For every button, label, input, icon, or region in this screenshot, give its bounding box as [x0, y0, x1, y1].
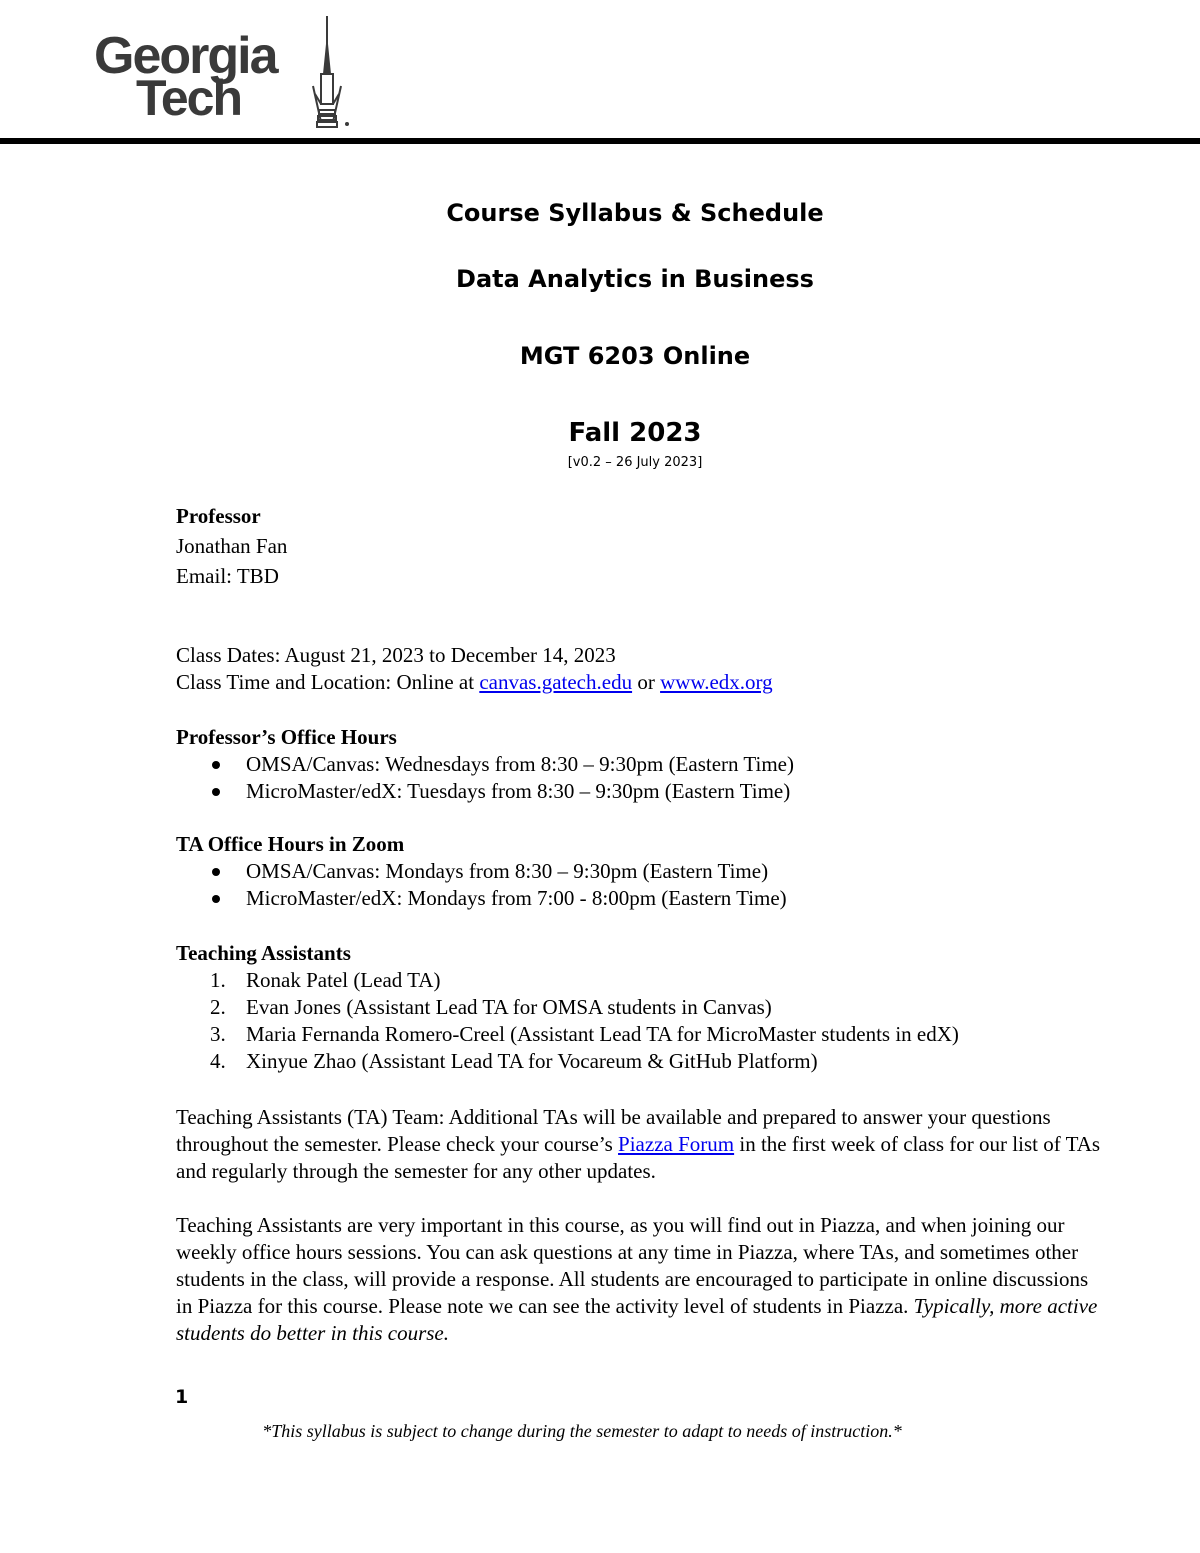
class-location — [176, 669, 1106, 696]
course-code: MGT 6203 Online — [519, 342, 751, 370]
class-location-or: or — [632, 670, 661, 694]
bullet-icon — [212, 788, 220, 796]
ta-importance-paragraph — [176, 1212, 1106, 1347]
list-item — [176, 1048, 1106, 1075]
ta-office-hours — [176, 831, 1106, 912]
list-item — [176, 994, 1106, 1021]
list-item — [176, 885, 1106, 912]
tech-tower-icon — [310, 14, 360, 130]
ta-hours-heading: TA Office Hours in Zoom — [176, 832, 405, 856]
class-location-prefix: Class Time and Location: Online at — [176, 670, 480, 694]
ta-team-paragraph — [176, 1104, 1106, 1185]
list-number: 3. — [210, 1022, 226, 1046]
teaching-assistants — [176, 940, 1106, 1075]
header-rule — [0, 138, 1200, 144]
edx-link[interactable]: www.edx.org — [660, 670, 773, 694]
list-item — [176, 858, 1106, 885]
list-item-text: OMSA/Canvas: Wednesdays from 8:30 – 9:30pm (Eastern Time) — [246, 752, 794, 776]
paragraph1-text: Teaching Assistants (TA) Team: Additional TAs will be available and prepared to answer your questions throughout the semester. Please check your course’s — [176, 1105, 1051, 1156]
bullet-icon — [212, 895, 220, 903]
georgia-tech-logo — [92, 14, 362, 130]
course-name: Data Analytics in Business — [456, 265, 814, 293]
logo-line2: Tech — [136, 70, 241, 126]
paragraph1-text-end: in the first week of class for our list of TAs and regularly through the semester for any other updates. — [176, 1132, 1101, 1183]
logo-line1: Georgia — [94, 27, 277, 85]
list-item-text: MicroMaster/edX: Tuesdays from 8:30 – 9:30pm (Eastern Time) — [246, 779, 791, 803]
list-number: 4. — [210, 1049, 226, 1073]
professor-office-hours — [176, 724, 1106, 805]
list-item-text: Ronak Patel (Lead TA) — [246, 968, 441, 992]
bullet-icon — [212, 761, 220, 769]
document-title: Course Syllabus & Schedule — [446, 199, 824, 227]
piazza-forum-link[interactable]: Piazza Forum — [618, 1132, 735, 1156]
list-item — [176, 967, 1106, 994]
list-item — [176, 778, 1106, 805]
professor-email: Email: TBD — [176, 564, 279, 588]
list-item — [176, 1021, 1106, 1048]
list-number: 1. — [210, 968, 226, 992]
footer-note: *This syllabus is subject to change during the semester to adapt to needs of instruction.* — [262, 1421, 902, 1441]
list-item — [176, 751, 1106, 778]
page-number: 1 — [175, 1386, 189, 1408]
ta-heading: Teaching Assistants — [176, 941, 351, 965]
list-item-text: Maria Fernanda Romero-Creel (Assistant Lead TA for MicroMaster students in edX) — [246, 1022, 959, 1046]
list-item-text: MicroMaster/edX: Mondays from 7:00 - 8:00pm (Eastern Time) — [246, 886, 787, 910]
class-info — [176, 642, 1106, 696]
class-dates: Class Dates: August 21, 2023 to December 14, 2023 — [176, 643, 616, 667]
professor-heading: Professor — [176, 504, 261, 528]
professor-name: Jonathan Fan — [176, 534, 288, 558]
term: Fall 2023 — [568, 418, 702, 448]
canvas-link[interactable]: canvas.gatech.edu — [479, 670, 633, 694]
list-item-text: OMSA/Canvas: Mondays from 8:30 – 9:30pm (Eastern Time) — [246, 859, 769, 883]
paragraph2-emphasis: Typically, more active students do better in this course. — [176, 1294, 1098, 1345]
paragraph2-text: Teaching Assistants are very important in this course, as you will find out in Piazza, and when joining our weekly office hours sessions. You can ask questions at any time in Piazza, where TAs, and sometimes other students in the class, will provide a response. All students are encouraged to participate in online discussions in Piazza for this course. Please note we can see the activity level of students in Piazza. — [176, 1213, 1089, 1318]
bullet-icon — [212, 868, 220, 876]
professor-section — [176, 503, 1106, 590]
version-note: [v0.2 – 26 July 2023] — [567, 455, 703, 470]
list-item-text: Evan Jones (Assistant Lead TA for OMSA students in Canvas) — [246, 995, 772, 1019]
list-item-text: Xinyue Zhao (Assistant Lead TA for Vocareum & GitHub Platform) — [246, 1049, 818, 1073]
professor-hours-heading: Professor’s Office Hours — [176, 725, 397, 749]
list-number: 2. — [210, 995, 226, 1019]
